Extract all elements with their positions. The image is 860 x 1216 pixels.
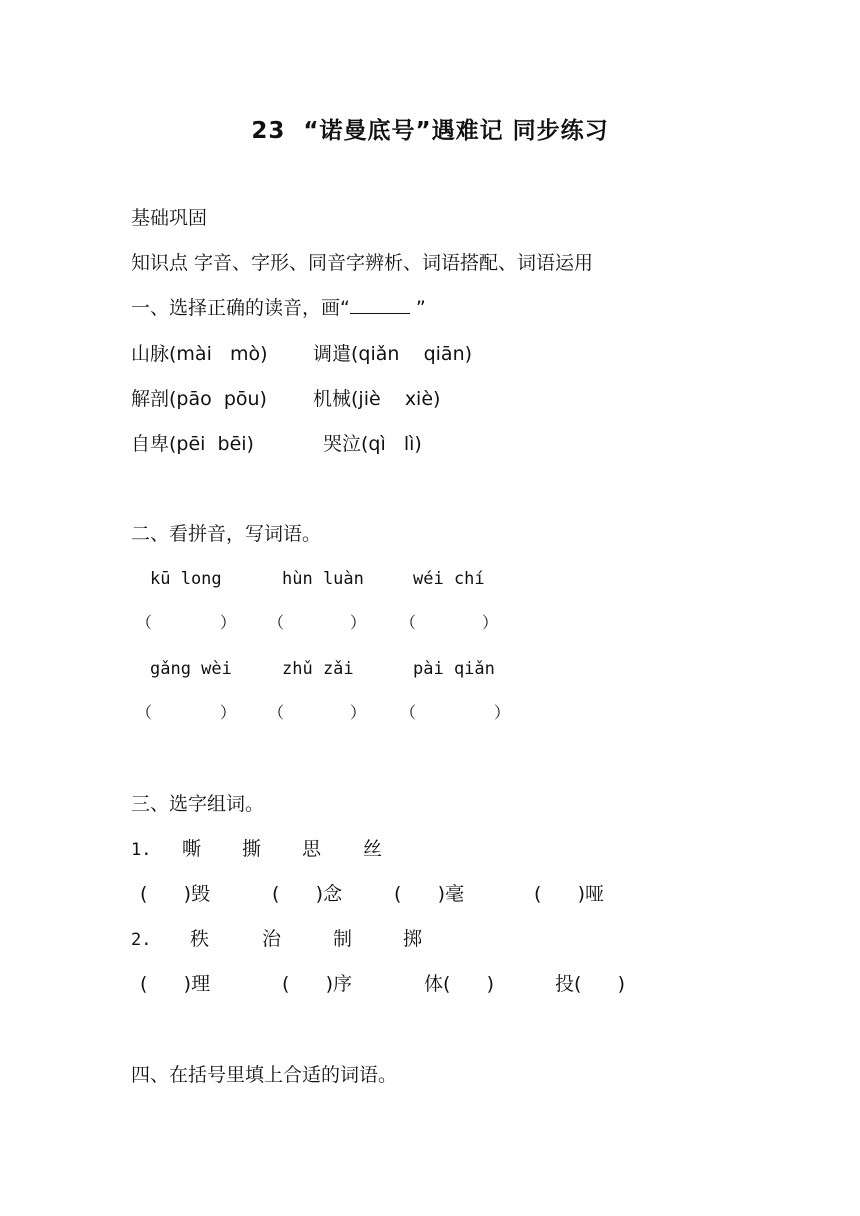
- blank-open-paren: （: [400, 703, 417, 722]
- fill-blank: ( )序: [282, 973, 353, 995]
- pinyin-label: pài qiǎn: [413, 659, 495, 679]
- choice-char: 治: [262, 928, 282, 950]
- q4-heading: 四、在括号里填上合适的词语。: [131, 1064, 398, 1086]
- q1-item: 调遣(qiǎn qiān): [313, 343, 473, 365]
- blank-close-paren: ）: [220, 703, 237, 722]
- fill-blank: ( )毁: [140, 883, 211, 905]
- choice-char: 思: [302, 838, 322, 860]
- q1-item: 解剖(pāo pōu): [131, 388, 267, 410]
- blank-open-paren: （: [136, 613, 153, 632]
- q1-heading: [131, 296, 426, 320]
- q1-item: 机械(jiè xiè): [313, 388, 441, 410]
- q2-heading: 二、看拼音，写词语。: [131, 523, 322, 545]
- q1-heading-pre: 一、选择正确的读音，画“: [131, 297, 350, 319]
- fill-blank: ( )哑: [534, 883, 605, 905]
- answer-underline: [350, 297, 410, 314]
- blank-close-paren: ）: [494, 703, 511, 722]
- pinyin-label: kū long: [150, 569, 222, 589]
- choice-char: 秩: [190, 928, 210, 950]
- fill-blank: ( )理: [140, 973, 211, 995]
- blank-open-paren: （: [268, 613, 285, 632]
- blank-open-paren: （: [268, 703, 285, 722]
- section-basic: 基础巩固: [131, 207, 208, 229]
- fill-blank: 投( ): [555, 973, 626, 995]
- q1-heading-post: ”: [409, 297, 426, 319]
- fill-blank: ( )念: [272, 883, 343, 905]
- blank-close-paren: ）: [482, 613, 499, 632]
- blank-open-paren: （: [400, 613, 417, 632]
- blank-close-paren: ）: [220, 613, 237, 632]
- q3-heading: 三、选字组词。: [131, 793, 265, 815]
- pinyin-label: wéi chí: [413, 569, 485, 589]
- q1-item: 自卑(pēi bēi): [131, 433, 254, 455]
- knowledge-point: 知识点 字音、字形、同音字辨析、词语搭配、词语运用: [131, 252, 594, 274]
- fill-blank: 体( ): [424, 973, 495, 995]
- choice-char: 丝: [363, 838, 383, 860]
- item-number: 2.: [131, 930, 152, 950]
- page-title: 23 “诺曼底号”遇难记 同步练习: [251, 118, 609, 144]
- item-number: 1.: [131, 840, 152, 860]
- choice-char: 嘶: [182, 838, 202, 860]
- pinyin-label: hùn luàn: [282, 569, 364, 589]
- blank-close-paren: ）: [350, 613, 367, 632]
- fill-blank: ( )毫: [394, 883, 465, 905]
- q1-item: 哭泣(qì lì): [323, 433, 422, 455]
- pinyin-label: gǎng wèi: [150, 659, 232, 679]
- q1-item: 山脉(mài mò): [131, 343, 268, 365]
- pinyin-label: zhǔ zǎi: [282, 659, 354, 679]
- blank-close-paren: ）: [350, 703, 367, 722]
- choice-char: 掷: [403, 928, 423, 950]
- choice-char: 撕: [242, 838, 262, 860]
- blank-open-paren: （: [136, 703, 153, 722]
- choice-char: 制: [333, 928, 353, 950]
